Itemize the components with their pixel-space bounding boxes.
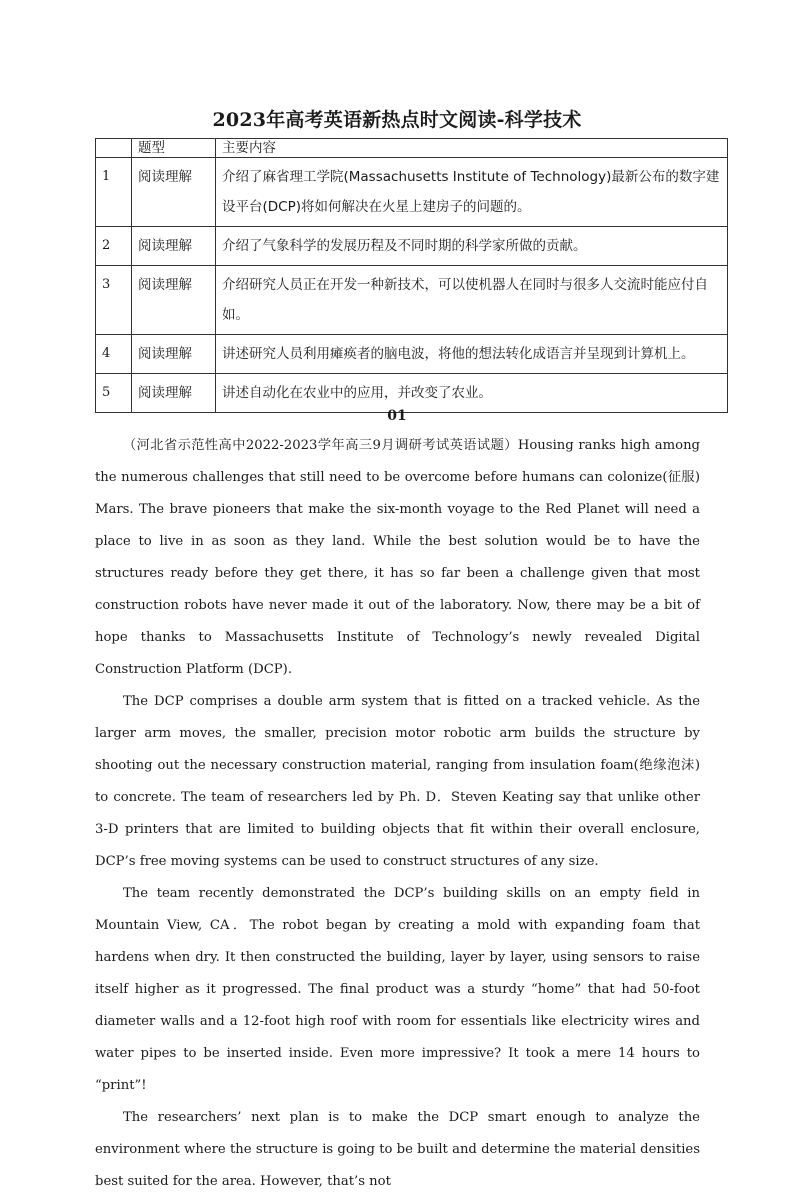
article-body xyxy=(95,430,700,1198)
table-row xyxy=(96,335,728,374)
row-content: 讲述研究人员利用瘫痪者的脑电波，将他的想法转化成语言并呈现到计算机上。 xyxy=(216,335,728,374)
row-content: 介绍了气象科学的发展历程及不同时期的科学家所做的贡献。 xyxy=(216,227,728,266)
table-row xyxy=(96,227,728,266)
paragraph: The researchers’ next plan is to make the DCP smart enough to analyze the environment where the structure is going to be built and determine the material densities best suited for the area. However, that’s not xyxy=(95,1110,700,1189)
summary-table xyxy=(95,138,728,413)
row-no: 5 xyxy=(96,374,132,413)
row-type: 阅读理解 xyxy=(132,335,216,374)
row-type: 阅读理解 xyxy=(132,374,216,413)
row-content: 讲述自动化在农业中的应用，并改变了农业。 xyxy=(216,374,728,413)
header-no xyxy=(96,139,132,158)
row-type: 阅读理解 xyxy=(132,227,216,266)
table-header-row xyxy=(96,139,728,158)
table-row xyxy=(96,158,728,227)
row-no: 2 xyxy=(96,227,132,266)
row-content: 介绍了麻省理工学院(Massachusetts Institute of Technology)最新公布的数字建设平台(DCP)将如何解决在火星上建房子的问题的。 xyxy=(216,158,728,227)
table-row xyxy=(96,374,728,413)
row-no: 4 xyxy=(96,335,132,374)
paragraph: The team recently demonstrated the DCP’s building skills on an empty field in Mountain View, CA．The robot began by creating a mold with expanding foam that hardens when dry. It then constructed the building, layer by layer, using sensors to raise itself higher as it progressed. The final product was a sturdy “home” that had 50-foot diameter walls and a 12-foot high roof with room for essentials like electricity wires and water pipes to be inserted inside. Even more impressive? It took a mere 14 hours to “print”! xyxy=(95,886,700,1093)
row-content: 介绍研究人员正在开发一种新技术，可以使机器人在同时与很多人交流时能应付自如。 xyxy=(216,266,728,335)
row-no: 1 xyxy=(96,158,132,227)
table-row xyxy=(96,266,728,335)
document-title: 2023年高考英语新热点时文阅读-科学技术 xyxy=(212,109,582,131)
row-no: 3 xyxy=(96,266,132,335)
header-content: 主要内容 xyxy=(216,139,728,158)
row-type: 阅读理解 xyxy=(132,158,216,227)
paragraph: （河北省示范性高中2022-2023学年高三9月调研考试英语试题）Housing ranks high among the numerous challenges that still need to be overcome before humans can colonize(征服) Mars. The brave pioneers that make the six-month voyage to the Red Planet will need a place to live in as soon as they land. While the best solution would be to have the structures ready before they get there, it has so far been a challenge given that most construction robots have never made it out of the laboratory. Now, there may be a bit of hope thanks to Massachusetts Institute of Technology’s newly revealed Digital Construction Platform (DCP). xyxy=(95,438,700,677)
header-type: 题型 xyxy=(132,139,216,158)
row-type: 阅读理解 xyxy=(132,266,216,335)
section-number: 01 xyxy=(387,408,407,424)
paragraph: The DCP comprises a double arm system that is fitted on a tracked vehicle. As the larger arm moves, the smaller, precision motor robotic arm builds the structure by shooting out the necessary construction material, ranging from insulation foam(绝缘泡沫) to concrete. The team of researchers led by Ph. D．Steven Keating say that unlike other 3-D printers that are limited to building objects that fit within their overall enclosure, DCP’s free moving systems can be used to construct structures of any size. xyxy=(95,694,700,869)
